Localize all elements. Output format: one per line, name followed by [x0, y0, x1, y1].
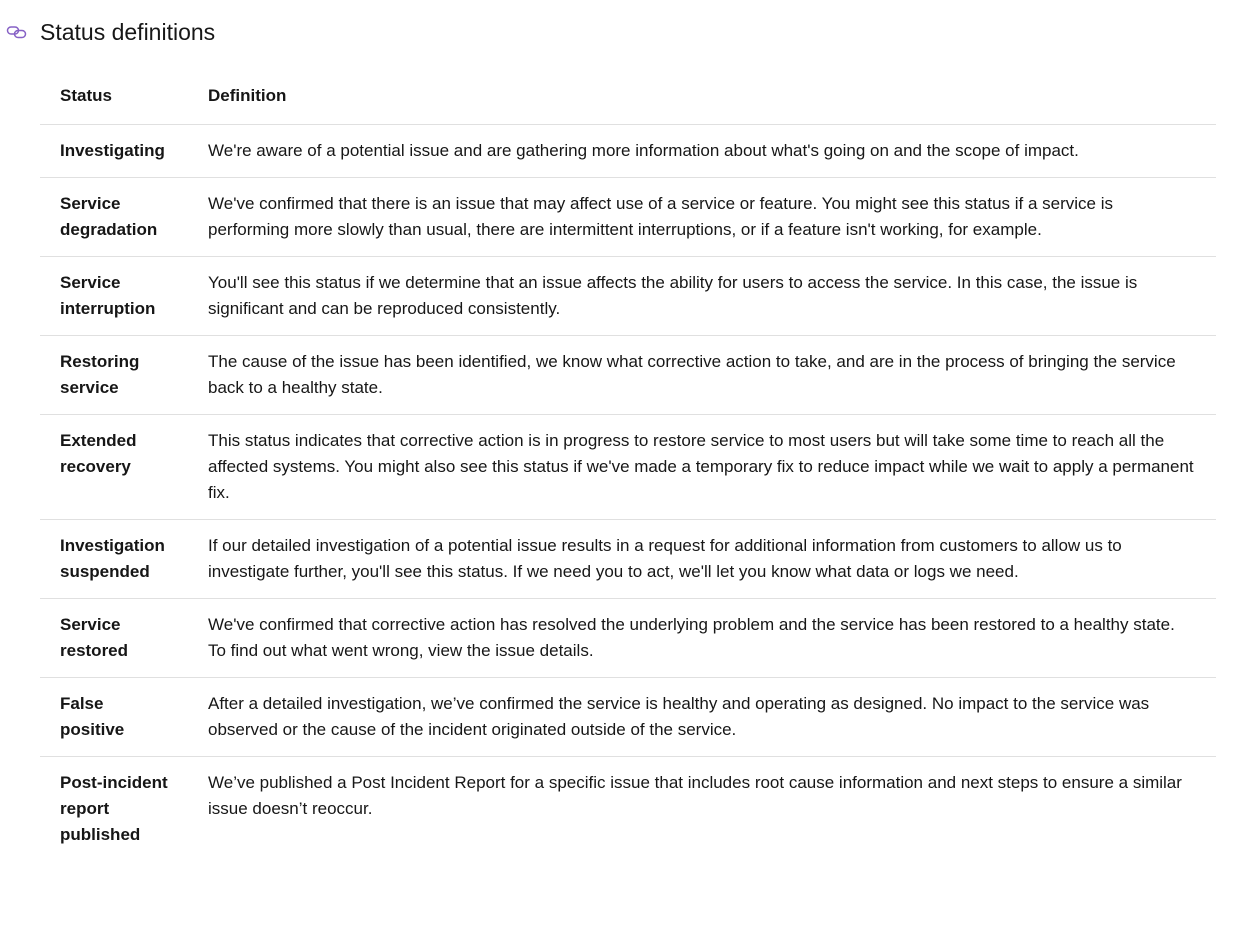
table-row	[40, 178, 1216, 257]
status-cell: Investigation suspended	[40, 520, 188, 599]
definition-cell: We're aware of a potential issue and are gathering more information about what's going on and the scope of impact.	[188, 125, 1216, 178]
table-row	[40, 415, 1216, 520]
column-header-definition: Definition	[188, 71, 1216, 125]
definition-cell: After a detailed investigation, we’ve confirmed the service is healthy and operating as designed. No impact to the service was observed or the cause of the incident originated outside of the service.	[188, 678, 1216, 757]
link-icon[interactable]	[6, 23, 28, 41]
table-header-row	[40, 71, 1216, 125]
page-title: Status definitions	[40, 19, 216, 45]
table-row	[40, 257, 1216, 336]
table-row	[40, 757, 1216, 862]
definition-cell: If our detailed investigation of a potential issue results in a request for additional information from customers to allow us to investigate further, you'll see this status. If we need you to act, we'll let you know what data or logs we need.	[188, 520, 1216, 599]
status-definitions-table	[40, 71, 1216, 861]
definition-cell: The cause of the issue has been identified, we know what corrective action to take, and are in the process of bringing the service back to a healthy state.	[188, 336, 1216, 415]
table-row	[40, 599, 1216, 678]
definition-cell: You'll see this status if we determine that an issue affects the ability for users to access the service. In this case, the issue is significant and can be reproduced consistently.	[188, 257, 1216, 336]
table-row	[40, 336, 1216, 415]
status-cell: False positive	[40, 678, 188, 757]
status-cell: Restoring service	[40, 336, 188, 415]
section-heading	[6, 14, 215, 50]
column-header-status: Status	[40, 71, 188, 125]
definition-cell: We’ve published a Post Incident Report for a specific issue that includes root cause information and next steps to ensure a similar issue doesn’t reoccur.	[208, 773, 1182, 818]
status-cell: Service restored	[40, 599, 188, 678]
table-row	[40, 520, 1216, 599]
table-body	[40, 125, 1216, 862]
status-cell: Post-incident report published	[60, 773, 168, 844]
table-row	[40, 678, 1216, 757]
definition-cell: We've confirmed that there is an issue that may affect use of a service or feature. You might see this status if a service is performing more slowly than usual, there are intermittent interruptions, or if a feature isn't working, for example.	[188, 178, 1216, 257]
status-cell: Investigating	[40, 125, 188, 178]
status-cell: Service interruption	[40, 257, 188, 336]
definition-cell: We've confirmed that corrective action has resolved the underlying problem and the service has been restored to a healthy state. To find out what went wrong, view the issue details.	[188, 599, 1216, 678]
table-row	[40, 125, 1216, 178]
status-cell: Extended recovery	[40, 415, 188, 520]
status-cell: Service degradation	[40, 178, 188, 257]
definition-cell: This status indicates that corrective action is in progress to restore service to most users but will take some time to reach all the affected systems. You might also see this status if we've made a temporary fix to reduce impact while we wait to apply a permanent fix.	[188, 415, 1216, 520]
